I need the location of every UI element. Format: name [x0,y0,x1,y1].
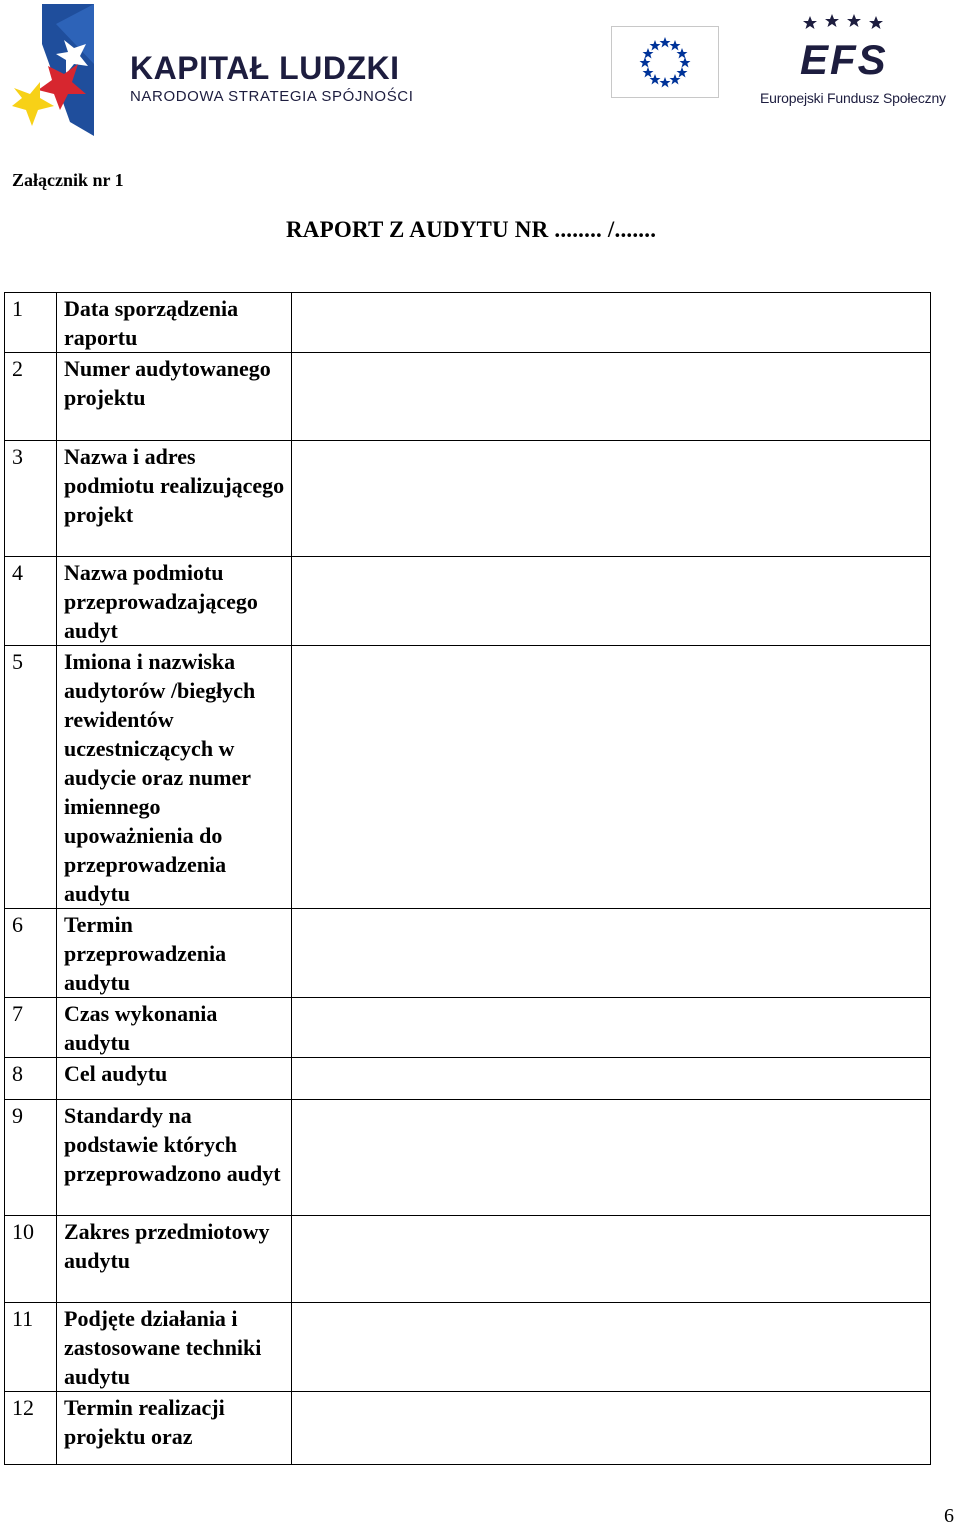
table-row [5,557,931,646]
row-value-field[interactable] [292,1303,931,1392]
row-number: 2 [5,353,57,441]
audit-report-table [4,292,931,1465]
row-number: 9 [5,1100,57,1216]
table-row [5,293,931,353]
row-value-field[interactable] [292,1100,931,1216]
eu-flag-icon [611,26,719,98]
table-row [5,998,931,1058]
row-number: 1 [5,293,57,353]
row-value-field[interactable] [292,441,931,557]
program-logo-title: KAPITAŁ LUDZKI [130,50,400,86]
row-label: Standardy na podstawie których przeprowadzono audyt [57,1100,292,1216]
table-row [5,353,931,441]
document-header [0,0,960,140]
table-row [5,1392,931,1465]
row-number: 12 [5,1392,57,1465]
program-logo-subtitle: NARODOWA STRATEGIA SPÓJNOŚCI [130,88,414,105]
row-number: 6 [5,909,57,998]
row-label: Zakres przedmiotowy audytu [57,1216,292,1303]
table-row [5,909,931,998]
row-value-field[interactable] [292,909,931,998]
kapital-ludzki-logo [12,4,102,136]
annex-label: Załącznik nr 1 [12,170,124,190]
row-value-field[interactable] [292,646,931,909]
row-value-field[interactable] [292,557,931,646]
table-row [5,1216,931,1303]
row-label: Termin przeprowadzenia audytu [57,909,292,998]
row-label: Data sporządzenia raportu [57,293,292,353]
audit-report-table-body [5,293,931,1465]
table-row [5,1100,931,1216]
row-label: Termin realizacji projektu oraz [57,1392,292,1465]
table-row [5,441,931,557]
page-number: 6 [944,1505,954,1527]
efs-logo-caption: Europejski Fundusz Społeczny [760,90,946,106]
efs-logo-mark: EFS [800,36,888,82]
row-label: Nazwa i adres podmiotu realizującego projekt [57,441,292,557]
table-row [5,646,931,909]
row-label: Podjęte działania i zastosowane techniki audytu [57,1303,292,1392]
row-value-field[interactable] [292,998,931,1058]
row-label: Czas wykonania audytu [57,998,292,1058]
row-value-field[interactable] [292,293,931,353]
row-number: 5 [5,646,57,909]
row-number: 10 [5,1216,57,1303]
row-value-field[interactable] [292,1392,931,1465]
row-number: 8 [5,1058,57,1100]
row-label: Nazwa podmiotu przeprowadzającego audyt [57,557,292,646]
row-label: Cel audytu [57,1058,292,1100]
row-number: 7 [5,998,57,1058]
kapital-ludzki-wordmark [130,52,414,105]
efs-logo [796,12,892,82]
table-row [5,1303,931,1392]
row-number: 11 [5,1303,57,1392]
table-row [5,1058,931,1100]
row-number: 3 [5,441,57,557]
row-value-field[interactable] [292,1216,931,1303]
row-label: Imiona i nazwiska audytorów /biegłych rewidentów uczestniczących w audycie oraz numer imiennego upoważnienia do przeprowadzenia audytu [57,646,292,909]
report-title: RAPORT Z AUDYTU NR ........ /....... [286,217,657,242]
row-value-field[interactable] [292,353,931,441]
row-number: 4 [5,557,57,646]
row-label: Numer audytowanego projektu [57,353,292,441]
row-value-field[interactable] [292,1058,931,1100]
